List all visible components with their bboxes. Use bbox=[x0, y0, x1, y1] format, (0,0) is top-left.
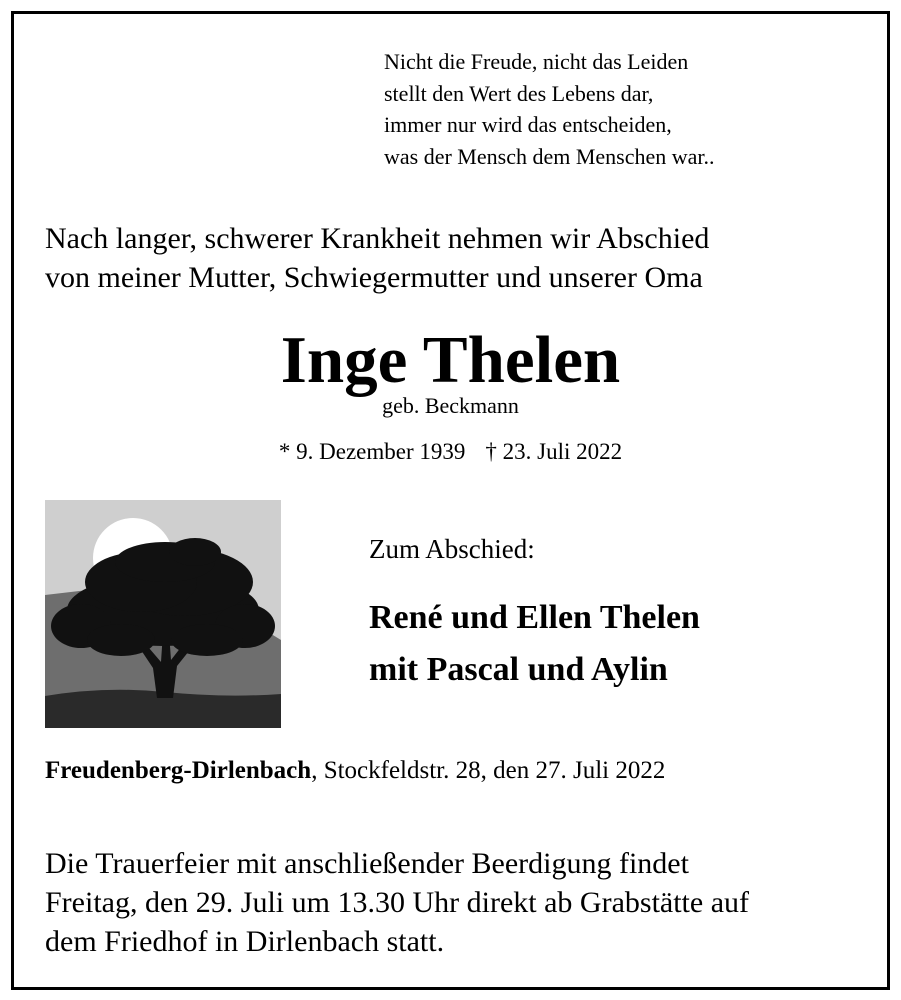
mourner-line: René und Ellen Thelen bbox=[369, 599, 700, 636]
poem-line: immer nur wird das entscheiden, bbox=[384, 112, 672, 137]
funeral-line: dem Friedhof in Dirlenbach statt. bbox=[45, 925, 445, 958]
funeral-line: Die Trauerfeier mit anschließender Beerdigung findet bbox=[45, 847, 689, 880]
life-dates bbox=[14, 437, 887, 467]
maiden-name: geb. Beckmann bbox=[382, 393, 519, 418]
mourner-line: mit Pascal und Aylin bbox=[369, 651, 668, 688]
birth-date: * 9. Dezember 1939 bbox=[278, 439, 466, 464]
funeral-info bbox=[45, 844, 749, 961]
address-line bbox=[45, 755, 665, 787]
mourners-names bbox=[369, 592, 700, 696]
poem-line: was der Mensch dem Menschen war.. bbox=[384, 143, 715, 169]
farewell-heading: Zum Abschied: bbox=[369, 534, 535, 564]
tree-sunset-image bbox=[45, 500, 281, 728]
address-details: , Stockfeldstr. 28, den 27. Juli 2022 bbox=[311, 757, 666, 784]
death-date: † 23. Juli 2022 bbox=[485, 439, 623, 464]
poem-line: stellt den Wert des Lebens dar, bbox=[384, 80, 654, 106]
intro-line: von meiner Mutter, Schwiegermutter und unserer Oma bbox=[45, 261, 703, 294]
obituary-notice bbox=[11, 11, 890, 990]
poem bbox=[384, 46, 715, 172]
intro-text bbox=[45, 219, 709, 297]
deceased-name: Inge Thelen bbox=[280, 323, 621, 397]
address-place: Freudenberg-Dirlenbach bbox=[45, 757, 312, 784]
intro-line: Nach langer, schwerer Krankheit nehmen wir Abschied bbox=[45, 222, 710, 255]
funeral-line: Freitag, den 29. Juli um 13.30 Uhr direkt ab Grabstätte auf bbox=[45, 886, 750, 919]
poem-line: Nicht die Freude, nicht das Leiden bbox=[384, 49, 689, 74]
